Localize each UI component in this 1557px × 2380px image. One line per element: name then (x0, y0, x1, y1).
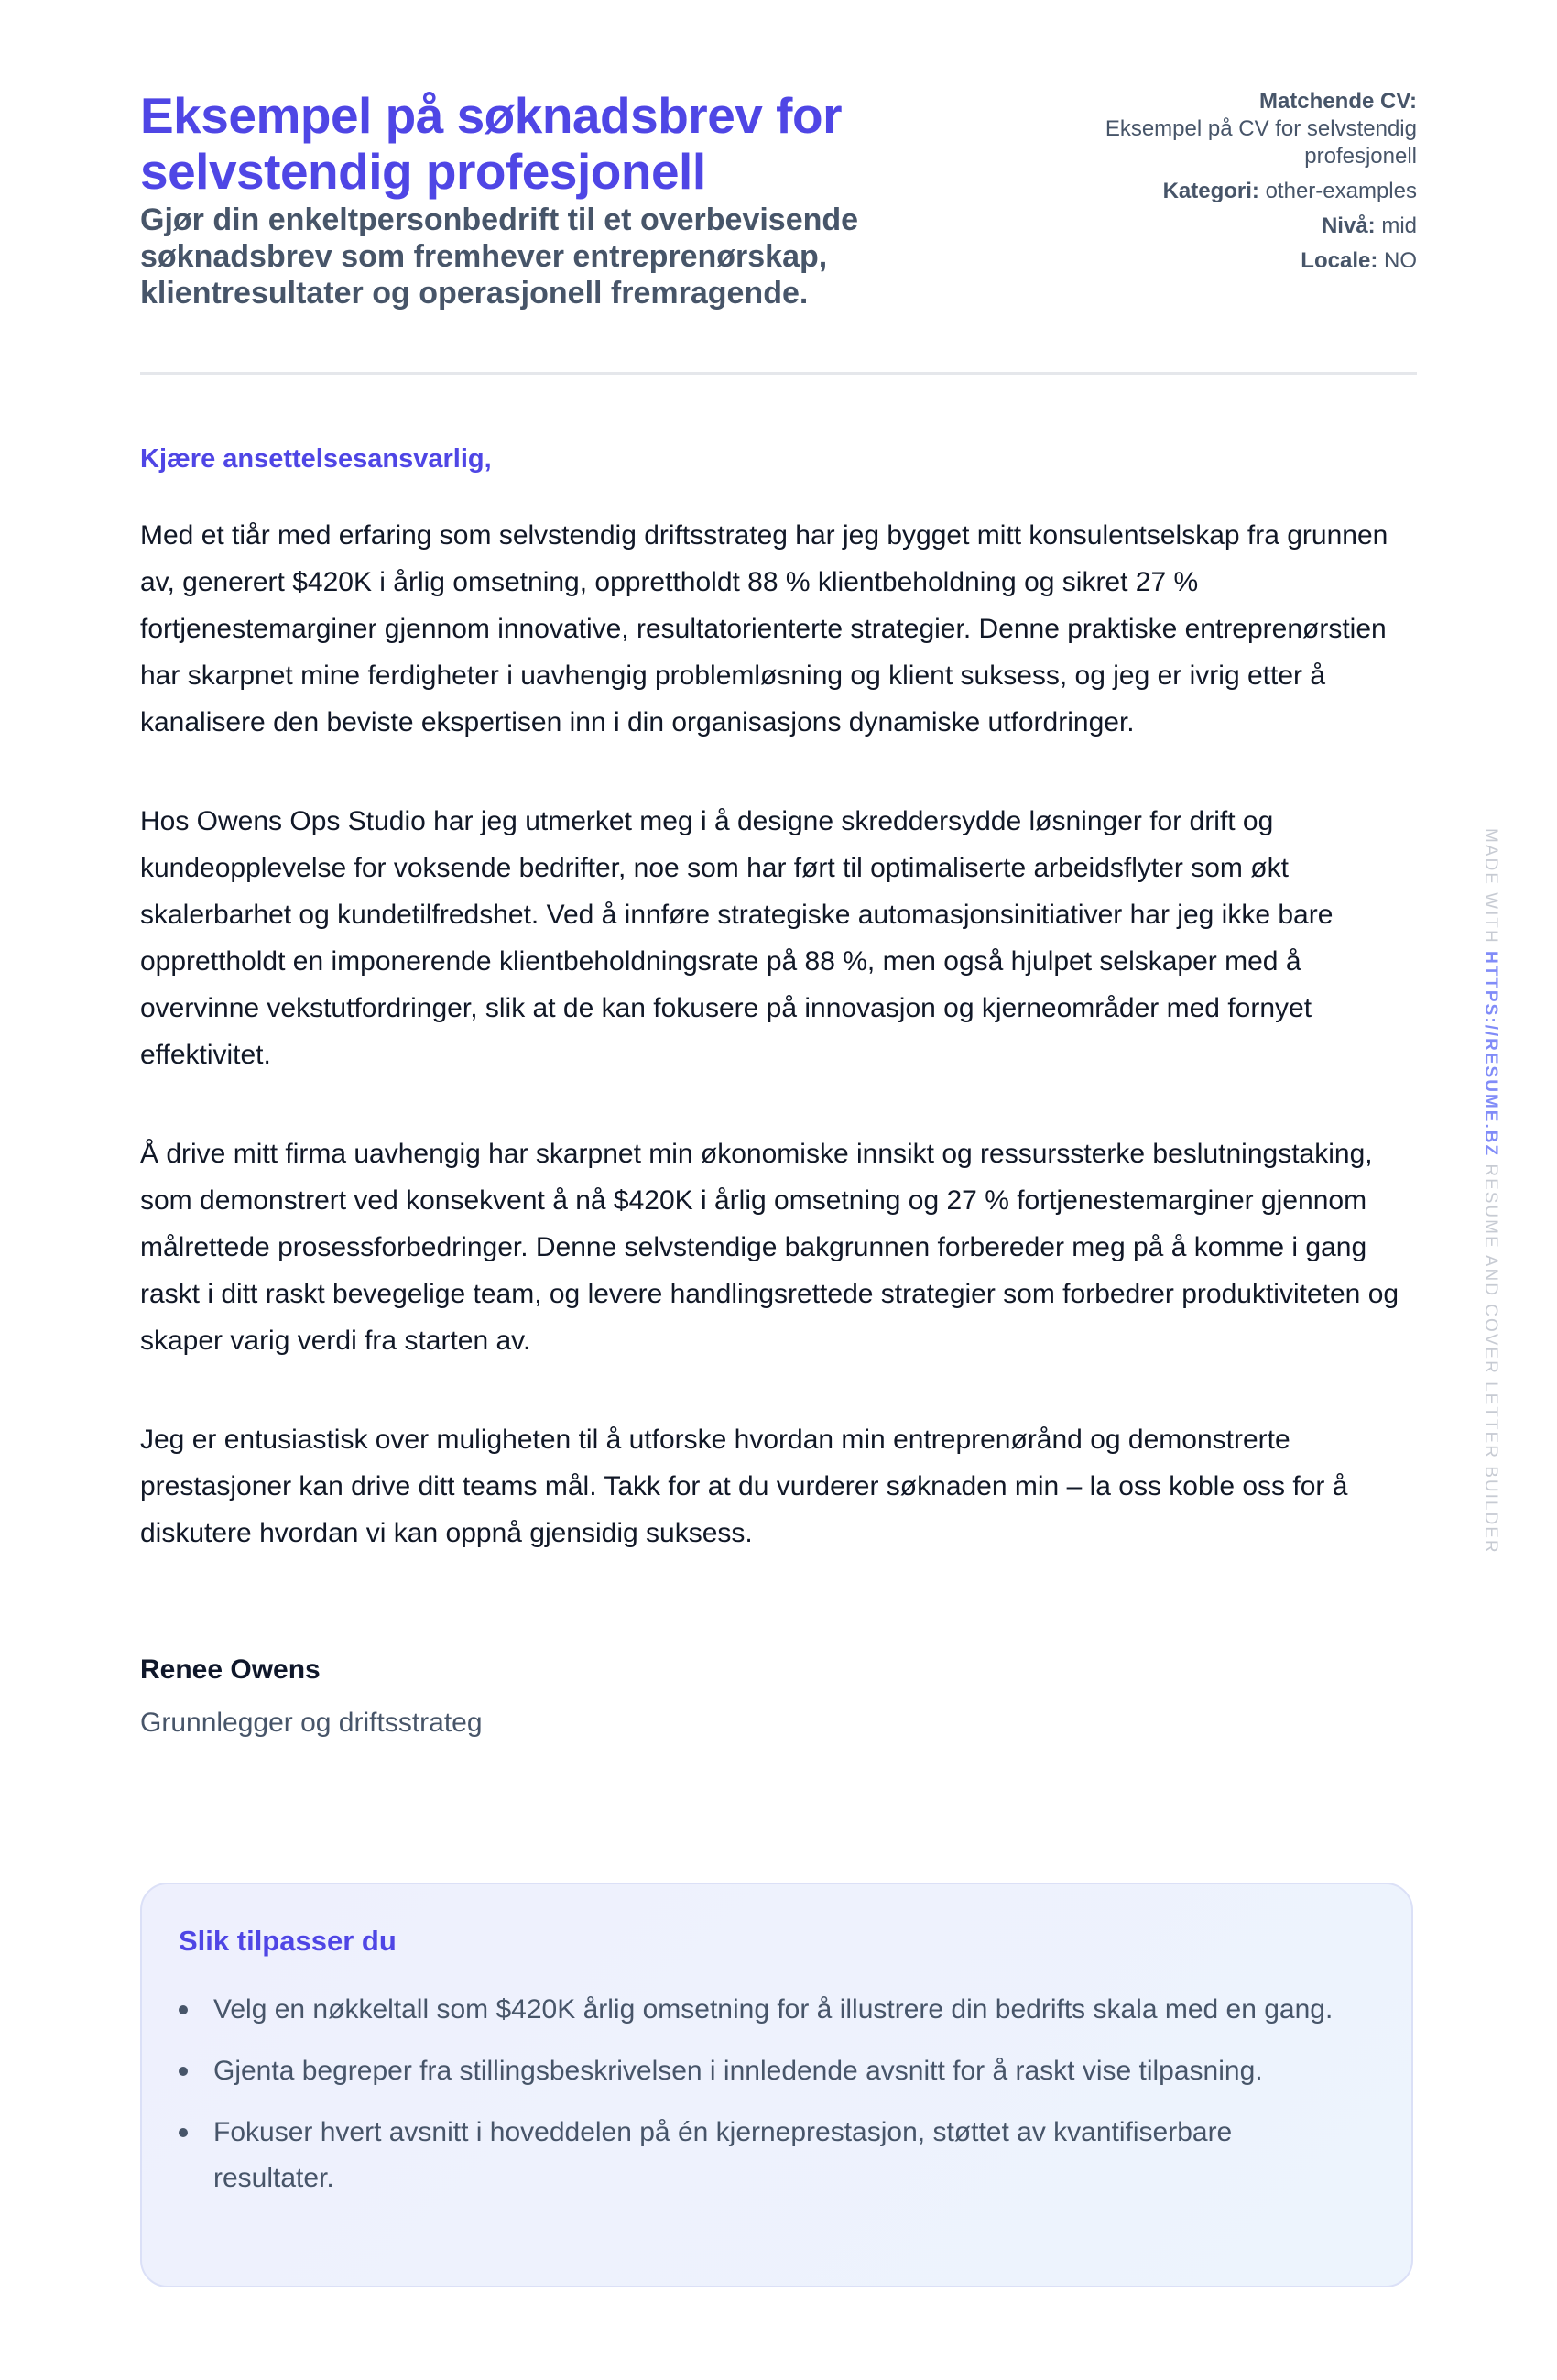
page-title: Eksempel på søknadsbrev for selvstendig profesjonell (140, 87, 842, 200)
bullet-icon (179, 2005, 188, 2014)
letter-paragraph: Jeg er entusiastisk over muligheten til å utforske hvordan min entreprenørånd og demonstrerte prestasjoner kan drive ditt teams mål. Takk for at du vurderer søknaden min – la oss koble oss for å diskutere hvordan vi kan oppnå gjensidig suksess. (140, 1425, 1348, 1548)
tips-list-item (179, 2110, 1358, 2201)
bullet-icon (179, 2067, 188, 2076)
meta-level-label: Nivå: (1321, 213, 1376, 238)
side-credit-prefix: MADE WITH (1481, 828, 1500, 944)
letter-paragraph: Hos Owens Ops Studio har jeg utmerket meg i å designe skreddersydde løsninger for drift og kundeopplevelse for voksende bedrifter, noe som har ført til optimaliserte arbeidsflyter som økt skalerbarhet og kundetilfredshet. Ved å innføre strategiske automasjonsinitiativer har jeg ikke bare opprettholdt en imponerende klientbeholdningsrate på 88 %, men også hjulpet selskaper med å overvinne vekstutfordringer, slik at de kan fokusere på innovasjon og kjerneområder med fornyet effektivitet. (140, 806, 1334, 1070)
tips-list (179, 1987, 1375, 2201)
page-header (140, 0, 1417, 375)
tips-box (140, 1883, 1413, 2287)
meta-locale-label: Locale: (1301, 248, 1378, 273)
letter-greeting: Kjære ansettelsesansvarlig, (140, 444, 492, 474)
meta-level (1087, 213, 1417, 240)
meta-locale-value: NO (1384, 248, 1417, 273)
tips-list-item (179, 1987, 1358, 2033)
meta-matching-cv-link[interactable]: Eksempel på CV for selvstendig profesjonell (1105, 116, 1417, 169)
side-credit-suffix: RESUME AND COVER LETTER BUILDER (1481, 1163, 1500, 1555)
tips-title: Slik tilpasser du (179, 1925, 397, 1957)
tips-item-text: Gjenta begreper fra stillingsbeskrivelsen i innledende avsnitt for å raskt vise tilpasning. (213, 2056, 1263, 2086)
letter-paragraph: Å drive mitt firma uavhengig har skarpnet min økonomiske innsikt og ressurssterke beslutningstaking, som demonstrert ved konsekvent å nå $420K i årlig omsetning og 27 % fortjenestemarginer gjennom målrettede prosessforbedringer. Denne selvstendige bakgrunnen forbereder meg på å komme i gang raskt i ditt raskt bevegelige team, og levere handlingsrettede strategier som forbedrer produktiviteten og skaper varig verdi fra starten av. (140, 1139, 1399, 1356)
side-credit (1480, 828, 1500, 1555)
tips-item-text: Fokuser hvert avsnitt i hoveddelen på én kjerneprestasjon, støttet av kvantifiserbare resultater. (213, 2117, 1233, 2193)
page-subtitle: Gjør din enkeltpersonbedrift til et overbevisende søknadsbrev som fremhever entreprenørskap, klientresultater og operasjonell fremragende. (140, 202, 859, 311)
letter-paragraph: Med et tiår med erfaring som selvstendig driftsstrateg har jeg bygget mitt konsulentselskap fra grunnen av, generert $420K i årlig omsetning, opprettholdt 88 % klientbeholdning og sikret 27 % fortjenestemarginer gjennom innovative, resultatorienterte strategier. Denne praktiske entreprenørstien har skarpnet mine ferdigheter i uavhengig problemløsning og klient suksess, og jeg er ivrig etter å kanalisere den beviste ekspertisen inn i din organisasjons dynamiske utfordringer. (140, 520, 1388, 737)
meta-category-label: Kategori: (1162, 179, 1259, 203)
cover-letter-page (140, 0, 1417, 1741)
meta-panel (1087, 88, 1417, 282)
letter-signature (140, 1652, 1417, 1741)
meta-locale (1087, 247, 1417, 275)
signature-name: Renee Owens (140, 1654, 321, 1685)
signature-title: Grunnlegger og driftsstrateg (140, 1708, 483, 1738)
meta-matching-cv (1087, 88, 1417, 170)
tips-item-text: Velg en nøkkeltall som $420K årlig omsetning for å illustrere din bedrifts skala med en gang. (213, 1994, 1334, 2025)
meta-matching-cv-label: Matchende CV: (1258, 89, 1417, 114)
meta-category (1087, 178, 1417, 205)
side-credit-link[interactable]: HTTPS://RESUME.BZ (1481, 951, 1500, 1158)
tips-list-item (179, 2048, 1358, 2094)
meta-level-value: mid (1381, 213, 1417, 238)
meta-category-value: other-examples (1265, 179, 1417, 203)
bullet-icon (179, 2128, 188, 2137)
letter-body (140, 441, 1417, 1741)
